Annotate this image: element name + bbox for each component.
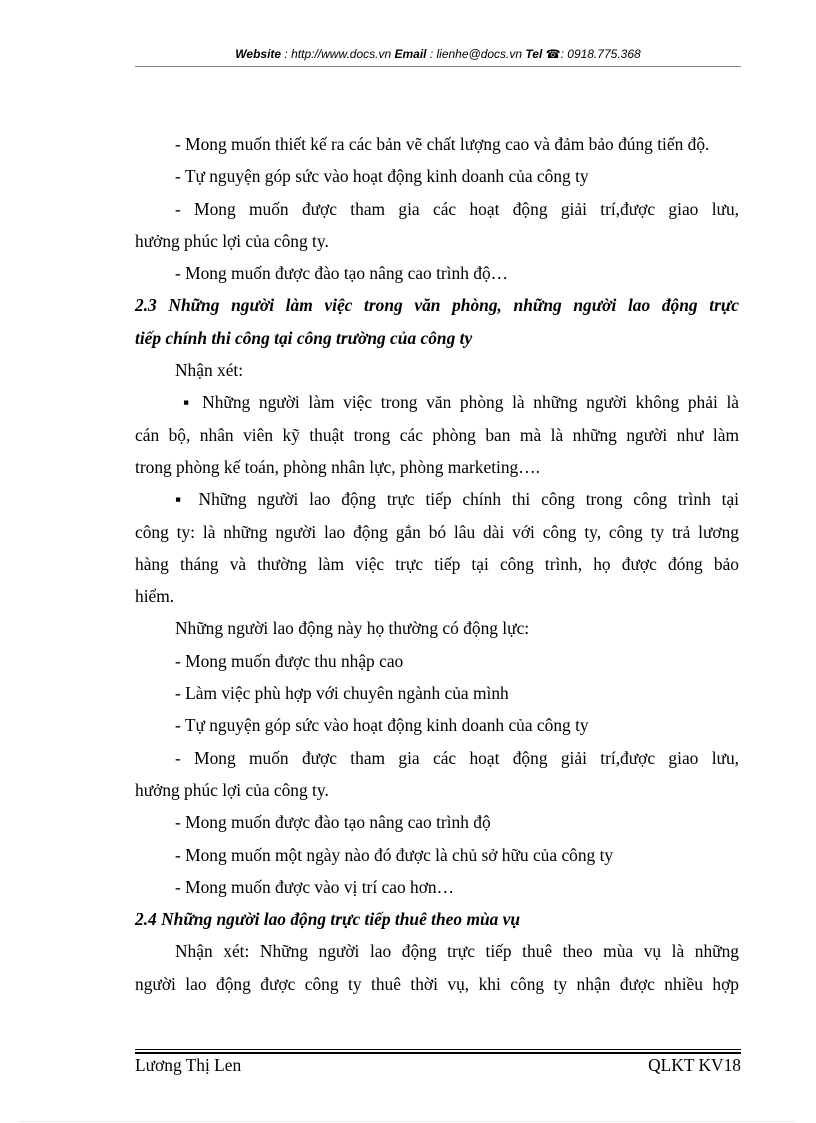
- text-line: cán bộ, nhân viên kỹ thuật trong các phòng ban mà là những người như làm: [135, 424, 739, 445]
- text-line: - Mong muốn được thu nhập cao: [175, 650, 404, 671]
- tel-label: Tel: [525, 47, 543, 61]
- text-line: - Mong muốn được tham gia các hoạt động giải trí,được giao lưu,: [175, 198, 739, 219]
- text-line: hiểm.: [135, 586, 175, 607]
- text-line: - Mong muốn được vào vị trí cao hơn…: [175, 876, 454, 897]
- text-line: - Mong muốn một ngày nào đó được là chủ sở hữu của công ty: [175, 844, 614, 865]
- text-line: Nhận xét:: [175, 360, 244, 381]
- tel-value: : 0918.775.368: [560, 47, 641, 61]
- text-line: hưởng phúc lợi của công ty.: [135, 779, 329, 800]
- footer-divider: [135, 1049, 741, 1050]
- section-heading: tiếp chính thi công tại công trường của công ty: [135, 327, 473, 348]
- section-heading: 2.3 Những người làm việc trong văn phòng, những người lao động trực: [135, 295, 739, 316]
- phone-icon: ☎: [545, 47, 561, 61]
- website-label: Website: [235, 47, 282, 61]
- section-heading: 2.4 Những người lao động trực tiếp thuê theo mùa vụ: [135, 909, 521, 930]
- text-line: - Mong muốn được đào tạo nâng cao trình độ: [175, 812, 491, 833]
- email-value: : lienhe@docs.vn: [426, 47, 526, 61]
- email-label: Email: [394, 47, 427, 61]
- text-line: - Mong muốn được tham gia các hoạt động giải trí,được giao lưu,: [175, 747, 739, 768]
- text-line: hàng tháng và thường làm việc trực tiếp tại công trình, họ được đóng bảo: [135, 553, 739, 574]
- header-divider: [135, 66, 741, 67]
- text-line: - Làm việc phù hợp với chuyên ngành của mình: [175, 683, 509, 704]
- website-value: : http://www.docs.vn: [281, 47, 395, 61]
- text-line: - Tự nguyện góp sức vào hoạt động kinh doanh của công ty: [175, 166, 589, 187]
- document-body: [135, 128, 739, 1000]
- text-line: hưởng phúc lợi của công ty.: [135, 230, 329, 251]
- text-line: - Mong muốn được đào tạo nâng cao trình độ…: [175, 263, 509, 284]
- text-line: ▪ Những người lao động trực tiếp chính thi công trong công trình tại: [175, 489, 739, 510]
- text-line: trong phòng kế toán, phòng nhân lực, phòng marketing….: [135, 456, 540, 477]
- text-line: Những người lao động này họ thường có động lực:: [175, 618, 530, 639]
- text-line: ▪ Những người làm việc trong văn phòng là những người không phải là: [183, 392, 739, 413]
- footer-class: QLKT KV18: [648, 1055, 741, 1075]
- footer-author: Lương Thị Len: [135, 1055, 242, 1075]
- text-line: công ty: là những người lao động gắn bó lâu dài với công ty, công ty trả lương: [135, 521, 739, 542]
- text-line: - Mong muốn thiết kế ra các bản vẽ chất lượng cao và đảm bảo đúng tiến độ.: [175, 134, 710, 154]
- text-line: người lao động được công ty thuê thời vụ, khi công ty nhận được nhiều hợp: [135, 973, 739, 994]
- text-line: Nhận xét: Những người lao động trực tiếp thuê theo mùa vụ là những: [175, 941, 739, 962]
- page-edge: [20, 1121, 796, 1122]
- page-header: [135, 47, 741, 61]
- text-line: - Tự nguyện góp sức vào hoạt động kinh doanh của công ty: [175, 715, 589, 736]
